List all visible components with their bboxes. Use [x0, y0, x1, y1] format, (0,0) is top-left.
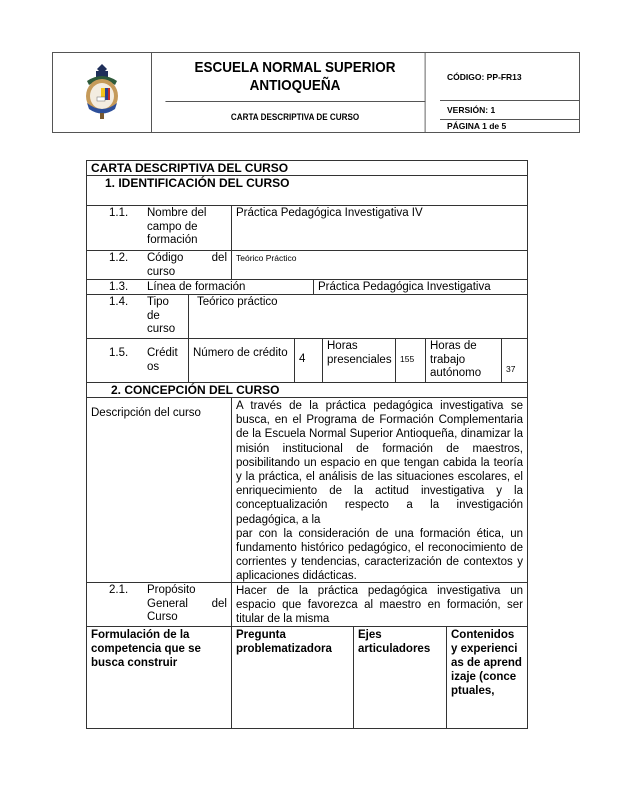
course-form-table: [86, 160, 528, 729]
institution-name-line2: ANTIOQUEÑA: [249, 77, 341, 94]
description-paragraph-1: A través de la práctica pedagógica investigativa se busca, en el Programa de Formación Complementaria de la Escuela Normal Superior Antioqueña, dinamizar la misión institucional de formación de maestros, posibilitando un espacio en que tengan cabida la teoría y la práctica, el análisis de las situaciones escolares, el enriquecimiento de la actitud investigativa y la conceptualización respecto a la investigación pedagógica, a la: [236, 400, 523, 526]
form-title: CARTA DESCRIPTIVA DEL CURSO: [91, 161, 289, 175]
description-paragraph-2: par con la consideración de una formación ética, un fundamento histórico pedagógico, el reconocimiento de corrientes y tendencias, caracterización de contextos y aplicaciones didácticas.: [236, 527, 523, 583]
field-value[interactable]: Práctica Pedagógica Investigativa IV: [231, 206, 527, 250]
institution-name: [165, 53, 425, 102]
document-header: [52, 52, 580, 133]
field-number: 2.1.: [109, 584, 129, 596]
page-number: PÁGINA 1 de 5: [447, 121, 507, 131]
presential-hours-label: Horas presenciales: [322, 339, 395, 382]
field-number: 1.4.: [109, 296, 129, 308]
credit-value[interactable]: 4: [294, 339, 322, 382]
competence-header-row: [87, 627, 527, 728]
field-label: [143, 251, 231, 279]
logo-cell: [53, 53, 152, 132]
description-row: [87, 398, 527, 583]
field-row-1-3: [87, 280, 527, 295]
question-column-header: Pregunta problematizadora: [231, 627, 353, 728]
field-label-text: Código del curso: [147, 252, 227, 278]
field-row-1-1: [87, 206, 527, 251]
contents-column-header: Contenidos y experiencias de aprendizaje (conceptuales,: [446, 627, 527, 728]
field-number: 1.3.: [109, 281, 129, 293]
field-number: 1.2.: [109, 252, 129, 264]
section1-heading: 1. IDENTIFICACIÓN DEL CURSO: [105, 176, 290, 190]
document-type: CARTA DESCRIPTIVA DE CURSO: [165, 101, 425, 132]
presential-hours-value[interactable]: 155: [395, 339, 425, 382]
field-value[interactable]: Teórico práctico: [188, 295, 527, 338]
field-row-1-2: [87, 251, 527, 280]
field-row-1-4: [87, 295, 527, 339]
field-label: Créditos: [147, 347, 178, 373]
document-version: VERSIÓN: 1: [440, 101, 579, 120]
institution-name-line1: ESCUELA NORMAL SUPERIOR: [194, 59, 396, 76]
field-label: Línea de formación: [147, 281, 246, 293]
purpose-label: Propósito General del Curso: [147, 584, 227, 623]
institution-crest-icon: [81, 63, 123, 121]
field-label: Tipo de curso: [147, 296, 176, 335]
field-row-1-5: [87, 339, 527, 383]
document-code: CÓDIGO: PP-FR13: [440, 53, 579, 101]
axes-column-header: Ejes articuladores: [353, 627, 446, 728]
field-number: 1.1.: [109, 207, 129, 219]
purpose-value[interactable]: Hacer de la práctica pedagógica investigativa un espacio que favorezca al maestro en formación, ser titular de la misma: [231, 583, 527, 626]
autonomous-hours-value[interactable]: 37: [501, 339, 527, 382]
competence-column-header: Formulación de la competencia que se busca construir: [91, 629, 201, 669]
form-title-row: [87, 161, 527, 176]
field-value[interactable]: Práctica Pedagógica Investigativa: [313, 280, 527, 294]
section1-heading-row: [87, 176, 527, 206]
autonomous-hours-label: Horas de trabajo autónomo: [425, 339, 501, 382]
purpose-row: [87, 583, 527, 627]
credit-label: Número de crédito: [188, 339, 294, 382]
field-label: Nombre del campo de formación: [147, 207, 207, 246]
field-value[interactable]: Teórico Práctico: [231, 251, 527, 279]
section2-heading: 2. CONCEPCIÓN DEL CURSO: [111, 383, 280, 397]
field-number: 1.5.: [109, 347, 129, 359]
description-label: Descripción del curso: [91, 407, 201, 419]
section2-heading-row: [87, 383, 527, 398]
description-value[interactable]: [231, 398, 527, 582]
